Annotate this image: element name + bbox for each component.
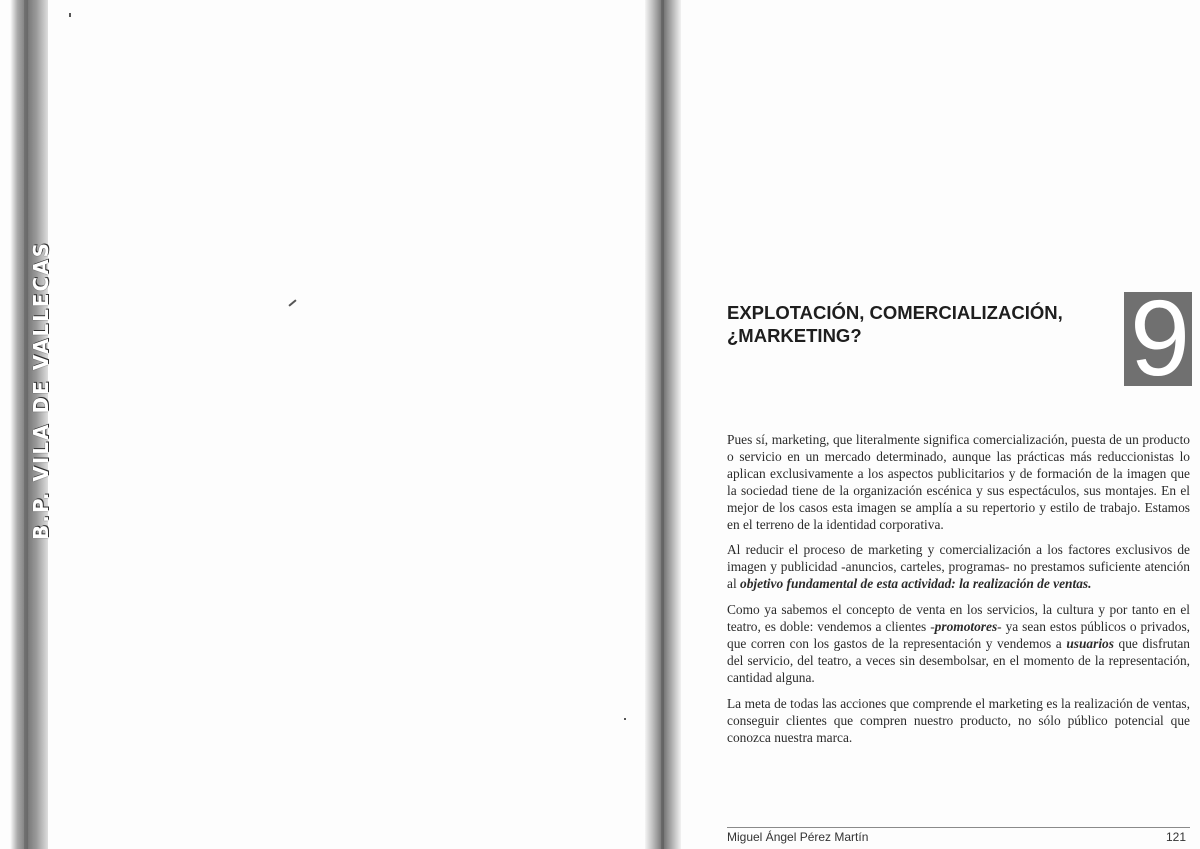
- body-text: [727, 432, 1190, 755]
- paragraph-1: [727, 432, 1190, 533]
- paragraph-3-text-a: Como ya sabemos el concepto de venta en los servicios, la cultura y por tanto en el teatro, es doble: vendemos a clientes -: [727, 602, 1190, 635]
- paragraph-3-text-b: - ya sean estos públicos o privados, que corren con los gastos de la representación y vendemos a: [727, 619, 1190, 651]
- scan-speck: [69, 13, 71, 17]
- chapter-title-line-2: ¿MARKETING?: [727, 325, 862, 346]
- paragraph-4-text: La meta de todas las acciones que comprende el marketing es la realización de ventas, conseguir clientes que compren nuestro producto, no sólo público potencial que conozca nuestra marca.: [727, 695, 1190, 745]
- paragraph-4: [727, 696, 1190, 747]
- library-stamp: [29, 240, 55, 540]
- scan-speck: [288, 299, 296, 306]
- scan-speck: [624, 718, 626, 720]
- chapter-number: 9: [1129, 292, 1191, 386]
- paragraph-2-emphasis: objetivo fundamental de esta actividad: la realización de ventas.: [740, 576, 1092, 592]
- chapter-title-line-1: EXPLOTACIÓN, COMERCIALIZACIÓN,: [727, 302, 1063, 323]
- chapter-number-box: [1124, 292, 1192, 386]
- paragraph-3-emphasis-a: promotores: [934, 619, 998, 635]
- footer-author: Miguel Ángel Pérez Martín: [727, 830, 869, 844]
- paragraph-2: [727, 542, 1190, 593]
- paragraph-3-text-c: que disfrutan del servicio, del teatro, a veces sin desembolsar, en el momento de la representación, cantidad alguna.: [727, 635, 1190, 685]
- paragraph-2-text: Al reducir el proceso de marketing y comercialización a los factores exclusivos de imagen y publicidad -anuncios, carteles, programas- no prestamos suficiente atención al: [727, 542, 1190, 592]
- chapter-title: [727, 301, 1107, 347]
- page-number: 121: [1166, 830, 1187, 844]
- footer-rule: [727, 827, 1190, 828]
- paragraph-3: [727, 602, 1190, 687]
- paragraph-3-emphasis-b: usuarios: [1066, 635, 1114, 651]
- center-gutter: [645, 0, 681, 849]
- library-stamp-text: B.P. VILA DE VALLECAS: [29, 240, 53, 540]
- paragraph-1-text: Pues sí, marketing, que literalmente significa comercialización, puesta de un producto o servicio en un mercado determinado, aunque las prácticas más reduccionistas lo aplican exclusivamente a los aspectos publicitarios y de formación de la imagen que la sociedad tiene de la organización escénica y sus espectáculos, sus montajes. En el mejor de los casos esta imagen se amplía a su repertorio y estilo de trabajo. Estamos en el terreno de la identidad corporativa.: [727, 432, 1190, 532]
